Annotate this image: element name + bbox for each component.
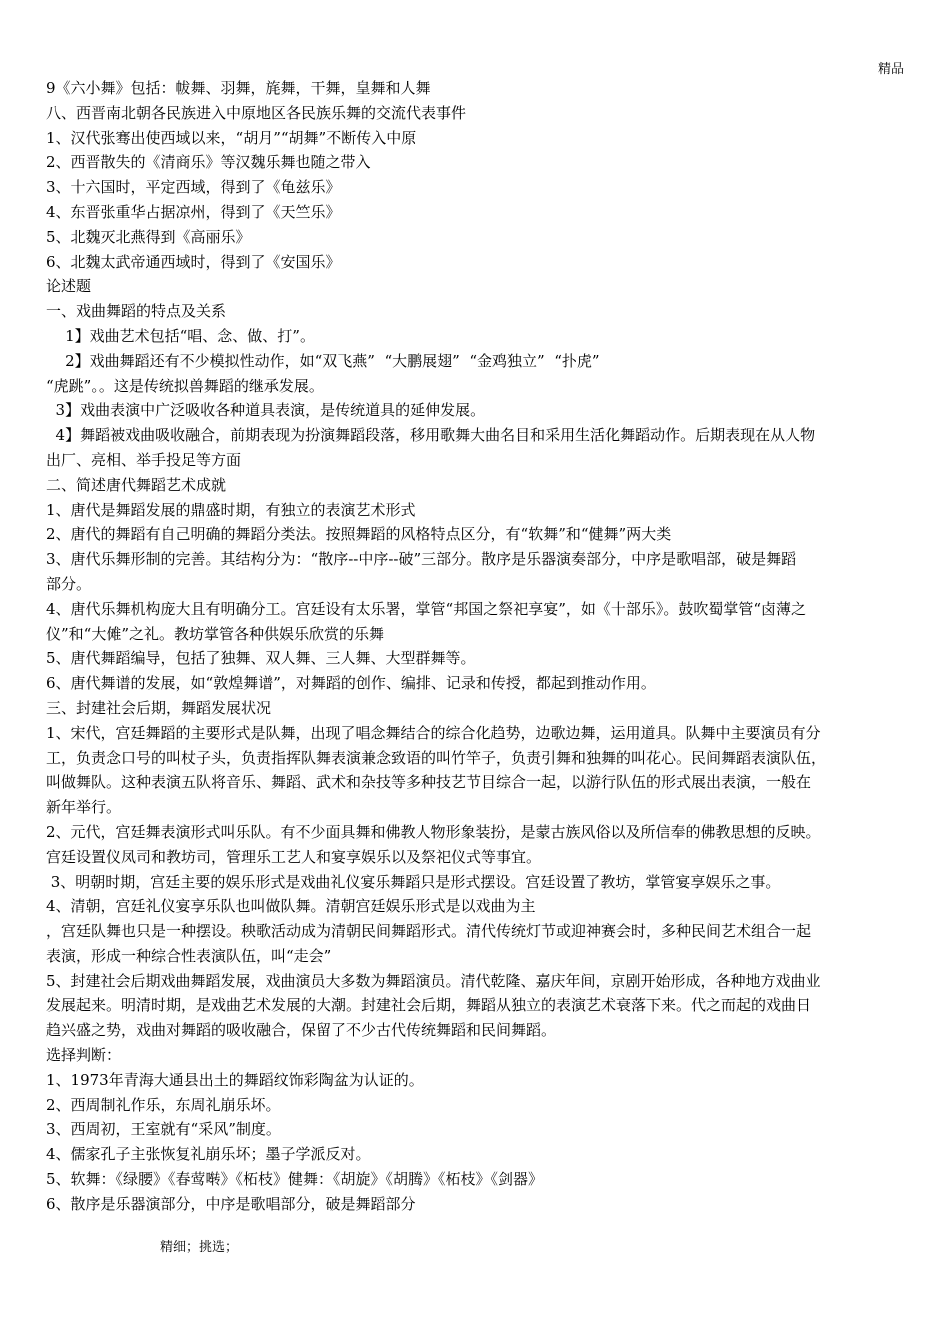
text-line: 6、散序是乐器演部分，中序是歌唱部分，破是舞蹈部分 xyxy=(46,1194,416,1213)
text-line: 3、西周初，王室就有“采风”制度。 xyxy=(46,1120,281,1139)
footer-mark: 精细；挑选； xyxy=(160,1240,239,1255)
text-line: 1、1973年青海大通县出土的舞蹈纹饰彩陶盆为认证的。 xyxy=(46,1070,424,1089)
text-line: 趋兴盛之势，戏曲对舞蹈的吸收融合，保留了不少古代传统舞蹈和民间舞蹈。 xyxy=(46,1021,557,1040)
document-body xyxy=(46,76,908,1217)
text-line: 选择判断： xyxy=(46,1046,122,1065)
text-line: 1、唐代是舞蹈发展的鼎盛时期，有独立的表演艺术形式 xyxy=(46,500,416,519)
text-line: 2、西周制礼作乐，东周礼崩乐坏。 xyxy=(46,1095,281,1114)
text-line: 1、宋代，宫廷舞蹈的主要形式是队舞，出现了唱念舞结合的综合化趋势，边歌边舞，运用道具。队舞中主要演员有分 xyxy=(46,723,821,742)
text-line: 叫做舞队。这种表演五队将音乐、舞蹈、武术和杂技等多种技艺节目综合一起，以游行队伍的形式展出表演，一般在 xyxy=(46,773,812,792)
text-line: 5、软舞：《绿腰》《春莺啭》《柘枝》健舞：《胡旋》《胡腾》《柘枝》《剑器》 xyxy=(46,1170,544,1189)
text-line: 1、汉代张骞出使西域以来，“胡月”“胡舞”不断传入中原 xyxy=(46,128,417,147)
text-line: ，宫廷队舞也只是一种摆设。秧歌活动成为清朝民间舞蹈形式。清代传统灯节或迎神赛会时，多种民间艺术组合一起 xyxy=(46,922,812,941)
text-line: 4、清朝，宫廷礼仪宴享乐队也叫做队舞。清朝宫廷娱乐形式是以戏曲为主 xyxy=(46,897,536,916)
text-line: 5、唐代舞蹈编导，包括了独舞、双人舞、三人舞、大型群舞等。 xyxy=(46,649,476,668)
text-line: 2、唐代的舞蹈有自己明确的舞蹈分类法。按照舞蹈的风格特点区分，有“软舞”和“健舞”两大类 xyxy=(46,525,672,544)
text-line: 4、东晋张重华占据凉州，得到了《天竺乐》 xyxy=(46,202,341,221)
text-line: 6、北魏太武帝通西域时，得到了《安国乐》 xyxy=(46,252,341,271)
text-line: 3、唐代乐舞形制的完善。其结构分为：“散序--中序--破”三部分。散序是乐器演奏部分，中序是歌唱部，破是舞蹈 xyxy=(46,550,797,569)
text-line: 仪”和“大傩”之礼。教坊掌管各种供娱乐欣赏的乐舞 xyxy=(46,624,385,643)
text-line: 1】戏曲艺术包括“唱、念、做、打”。 xyxy=(46,326,315,345)
text-line: 3】戏曲表演中广泛吸收各种道具表演，是传统道具的延伸发展。 xyxy=(46,401,486,420)
text-line: 一、戏曲舞蹈的特点及关系 xyxy=(46,302,227,321)
text-line: 出厂、亮相、举手投足等方面 xyxy=(46,450,242,469)
text-line: 5、封建社会后期戏曲舞蹈发展，戏曲演员大多数为舞蹈演员。清代乾隆、嘉庆年间，京剧开始形成，各种地方戏曲业 xyxy=(46,971,821,990)
text-line: 表演，形成一种综合性表演队伍，叫“走会” xyxy=(46,946,332,965)
text-line: 三、封建社会后期，舞蹈发展状况 xyxy=(46,698,272,717)
text-line: 4、儒家孔子主张恢复礼崩乐坏；墨子学派反对。 xyxy=(46,1145,371,1164)
text-line: 2、元代，宫廷舞表演形式叫乐队。有不少面具舞和佛教人物形象装扮，是蒙古族风俗以及所信奉的佛教思想的反映。 xyxy=(46,822,821,841)
text-line: “虎跳”。。这是传统拟兽舞蹈的继承发展。 xyxy=(46,376,324,395)
text-line: 2、西晋散失的《清商乐》等汉魏乐舞也随之带入 xyxy=(46,153,371,172)
text-line: 3、十六国时，平定西域，得到了《龟兹乐》 xyxy=(46,178,341,197)
text-line: 新年举行。 xyxy=(46,798,122,817)
text-line: 6、唐代舞谱的发展，如“敦煌舞谱”，对舞蹈的创作、编排、记录和传授，都起到推动作用。 xyxy=(46,674,656,693)
text-line: 4】舞蹈被戏曲吸收融合，前期表现为扮演舞蹈段落，移用歌舞大曲名目和采用生活化舞蹈动作。后期表现在从人物 xyxy=(46,426,816,445)
header-mark: 精品 xyxy=(878,62,905,77)
text-line: 5、北魏灭北燕得到《高丽乐》 xyxy=(46,227,251,246)
text-line: 发展起来。明清时期，是戏曲艺术发展的大潮。封建社会后期，舞蹈从独立的表演艺术衰落下来。代之而起的戏曲日 xyxy=(46,996,812,1015)
text-line: 4、唐代乐舞机构庞大且有明确分工。宫廷设有太乐署，掌管“邦国之祭祀享宴”，如《十部乐》。鼓吹蜀掌管“卤薄之 xyxy=(46,599,807,618)
text-line: 3、明朝时期，宫廷主要的娱乐形式是戏曲礼仪宴乐舞蹈只是形式摆设。宫廷设置了教坊，掌管宴享娱乐之事。 xyxy=(46,872,781,891)
text-line: 工，负责念口号的叫杖子头，负责指挥队舞表演兼念致语的叫竹竿子，负责引舞和独舞的叫花心。民间舞蹈表演队伍， xyxy=(46,748,827,767)
text-line: 八、西晋南北朝各民族进入中原地区各民族乐舞的交流代表事件 xyxy=(46,103,467,122)
text-line: 宫廷设置仪凤司和教坊司，管理乐工艺人和宴享娱乐以及祭祀仪式等事宜。 xyxy=(46,847,542,866)
text-line: 二、简述唐代舞蹈艺术成就 xyxy=(46,475,227,494)
text-line: 部分。 xyxy=(46,574,92,593)
text-line: 2】戏曲舞蹈还有不少模拟性动作，如“双飞燕” “大鹏展翅” “金鸡独立” “扑虎” xyxy=(46,351,600,370)
text-line: 9《六小舞》包括：帗舞、羽舞，旄舞，干舞，皇舞和人舞 xyxy=(46,79,431,97)
text-line: 论述题 xyxy=(46,277,92,296)
